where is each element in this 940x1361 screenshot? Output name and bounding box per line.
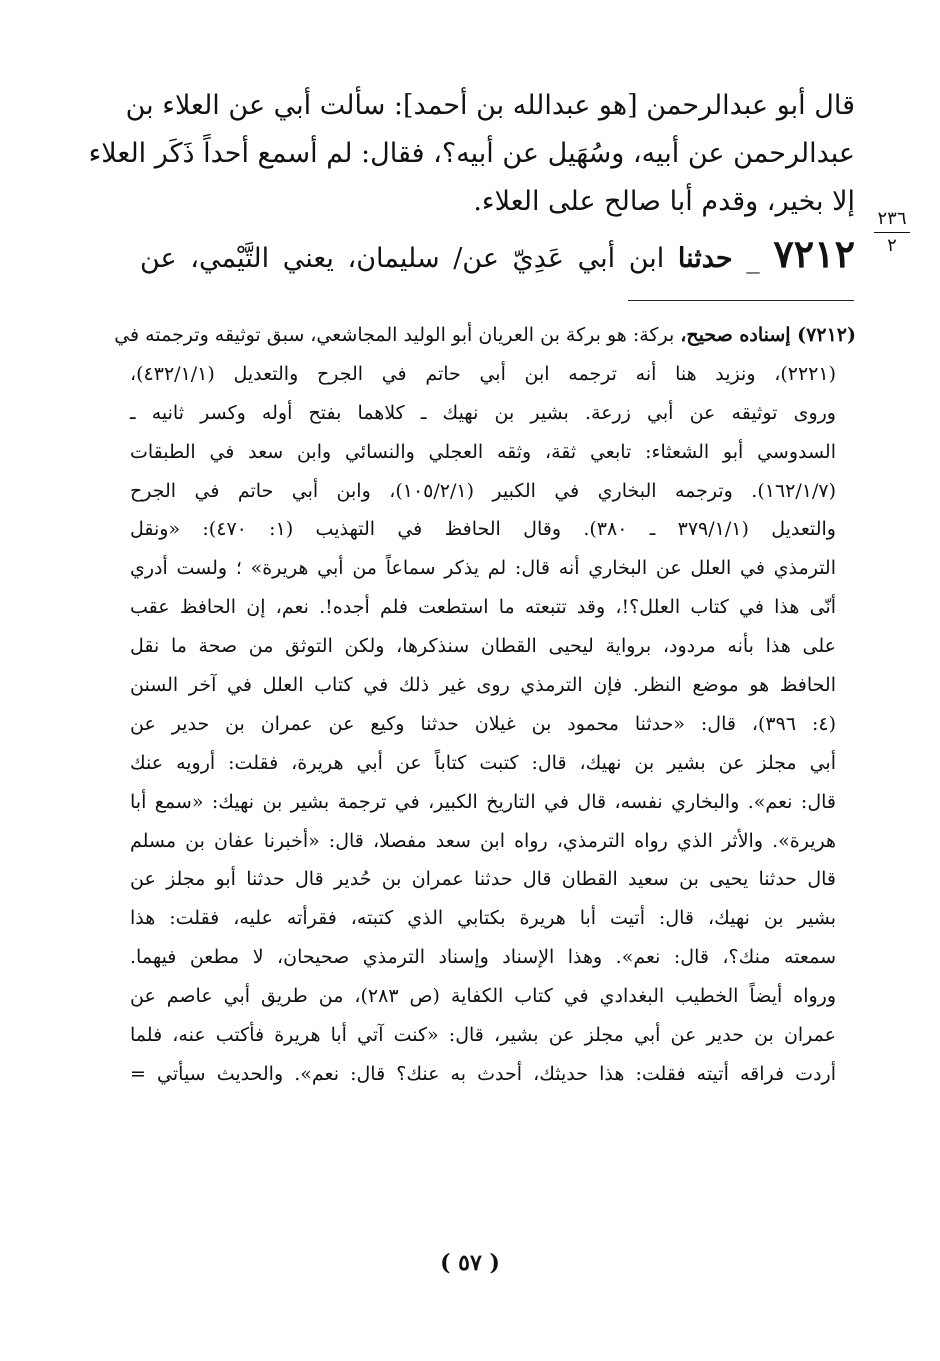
footnote-line: الحافظ هو موضع النظر. فإن الترمذي روى غير ذلك في كتاب العلل في آخر السنن	[130, 674, 836, 697]
footnote-line: الترمذي في العلل عن البخاري أنه قال: لم يذكر سماعاً من أبي هريرة» ؛ ولست أدري	[130, 557, 836, 580]
main-text-line: قال أبو عبدالرحمن [هو عبدالله بن أحمد]: سألت أبي عن العلاء بن	[125, 90, 855, 121]
footnote-line: قال: نعم». والبخاري نفسه، قال في التاريخ الكبير، في ترجمة بشير بن نهيك: «سمع أبا	[130, 790, 836, 813]
footnote-line: (٢٢٢١)، ونزيد هنا أنه ترجمه ابن أبي حاتم في الجرح والتعديل (٤٣٢/١/١)،	[130, 362, 836, 385]
footnote-block	[114, 316, 856, 1094]
footnote-line: على هذا بأنه مردود، برواية ليحيى القطان سنذكرها، ولكن التوثق من صحة ما نقل	[130, 635, 836, 658]
margin-reference-part: ٢	[887, 235, 897, 256]
footnote-line: أبي مجلز عن بشير بن نهيك، قال: كتبت كتاباً عن أبي هريرة، فقلت: أرويه عنك	[130, 751, 836, 774]
main-text-line: إلا بخير، وقدم أبا صالح على العلاء.	[473, 186, 855, 217]
footnote-lead: (٧٢١٢) إسناده صحيح،	[680, 324, 856, 346]
footnote-line: ورواه أيضاً الخطيب البغدادي في كتاب الكفاية (ص ٢٨٣)، من طريق أبي عاصم عن	[130, 985, 836, 1008]
footnote-line-text: بركة: هو بركة بن العريان أبو الوليد المجاشعي، سبق توثيقه وترجمته في	[114, 324, 681, 346]
hadith-text: ابن أبي عَدِيّ عن/ سليمان، يعني التَّيْمي، عن	[140, 243, 678, 274]
footnote-separator	[628, 300, 854, 301]
footnote-line: (٤: ٣٩٦)، قال: «حدثنا محمود بن غيلان حدثنا وكيع عن عمران بن حدير عن	[130, 712, 836, 735]
footnote-line: بشير بن نهيك، قال: أتيت أبا هريرة بكتابي الذي كتبته، فقرأته عليه، فقلت: هذا	[130, 907, 836, 930]
hadith-haddathana: حدثنا	[677, 243, 733, 274]
margin-reference	[872, 208, 912, 257]
hadith-dash: _	[732, 243, 774, 274]
footnote-line: وروى توثيقه عن أبي زرعة. بشير بن نهيك ـ كلاهما بفتح أوله وكسر ثانيه ـ	[130, 401, 836, 424]
hadith-number: ٧٢١٢	[773, 231, 855, 276]
footnote-line: (١٦٢/١/٧). وترجمه البخاري في الكبير (١٠٥/٢/١)، وابن أبي حاتم في الجرح	[130, 479, 836, 502]
main-text-line: عبدالرحمن عن أبيه، وسُهَيل عن أبيه؟، فقال: لم أسمع أحداً ذَكَر العلاء	[88, 138, 855, 169]
footnote-line: عمران بن حدير عن أبي مجلز عن بشير، قال: «كنت آتي أبا هريرة فأكتب عنه، فلما	[130, 1024, 836, 1047]
footnote-line: أردت فراقه أتيته فقلت: هذا حديثك، أحدث به عنك؟ قال: نعم». والحديث سيأتي =	[130, 1062, 836, 1085]
footnote-line: والتعديل (٣٧٩/١/١ ـ ٣٨٠). وقال الحافظ في التهذيب (١: ٤٧٠): «ونقل	[130, 518, 836, 541]
footnote-line: هريرة». والأثر الذي رواه الترمذي، رواه ابن سعد مفصلا، قال: «أخبرنا عفان بن مسلم	[130, 829, 836, 852]
main-text-block	[88, 82, 855, 226]
footnote-line: سمعته منك؟، قال: نعم». وهذا الإسناد وإسناد الترمذي صحيحان، لا مطعن فيهما.	[130, 946, 836, 969]
hadith-heading-line	[140, 228, 855, 285]
footnote-line	[114, 316, 856, 355]
page-number: ( ٥٧ )	[440, 1250, 500, 1276]
footnote-line: أنّى هذا في كتاب العلل؟!، وقد تتبعته ما استطعت فلم أجده!. نعم، إن الحافظ عقب	[130, 596, 836, 619]
margin-reference-volume-page: ٢٣٦	[877, 208, 907, 229]
footnote-line: السدوسي أبو الشعثاء: تابعي ثقة، وثقه العجلي والنسائي وابن سعد في الطبقات	[130, 440, 836, 463]
margin-reference-rule	[874, 232, 910, 233]
footnote-line: قال حدثنا يحيى بن سعيد القطان قال حدثنا عمران بن حُدير قال حدثنا أبو مجلز عن	[130, 868, 836, 891]
